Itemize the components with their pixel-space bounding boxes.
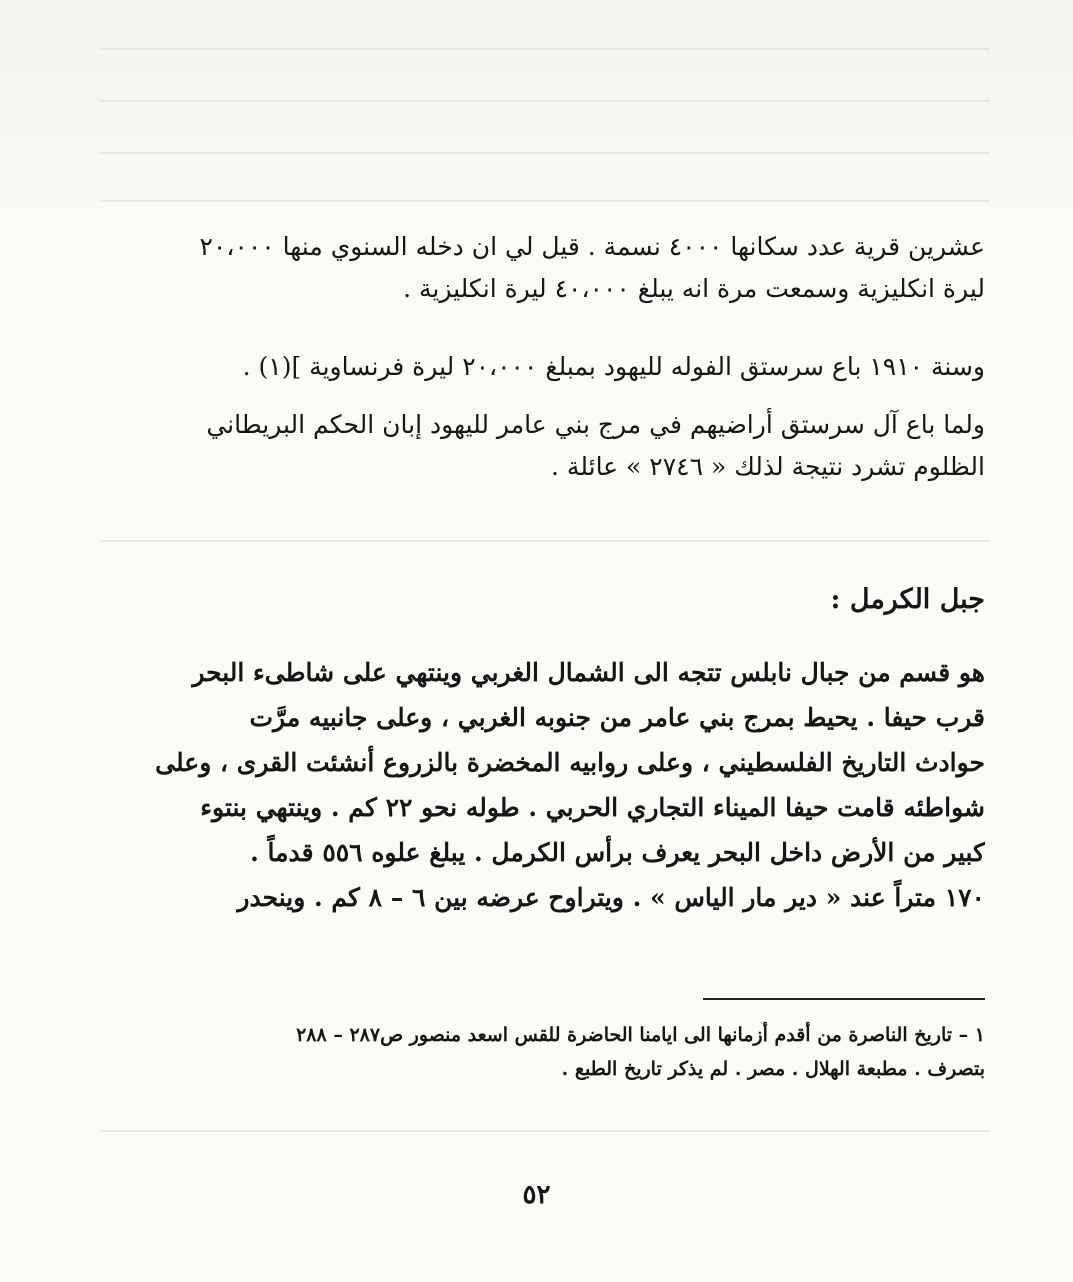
bleed-through-line — [100, 48, 990, 50]
footnote-line: ١ – تاريخ الناصرة من أقدم أزمانها الى ايامنا الحاضرة للقس اسعد منصور ص٢٨٧ – ٢٨٨ — [296, 1024, 985, 1046]
text-line: الظلوم تشرد نتيجة لذلك « ٢٧٤٦ » عائلة . — [551, 452, 985, 481]
text-line: شواطئه قامت حيفا الميناء التجاري الحربي . طوله نحو ٢٢ كم . وينتهي بنتوء — [200, 793, 985, 822]
text-line: حوادث التاريخ الفلسطيني ، وعلى روابيه المخضرة بالزروع أنشئت القرى ، وعلى — [155, 748, 985, 777]
bleed-through-line — [100, 1130, 990, 1132]
text-line: ولما باع آل سرستق أراضيهم في مرج بني عامر لليهود إبان الحكم البريطاني — [206, 410, 985, 439]
text-line: كبير من الأرض داخل البحر يعرف برأس الكرمل . يبلغ علوه ٥٥٦ قدماً . — [250, 838, 985, 867]
footnote-line: بتصرف . مطبعة الهلال . مصر . لم يذكر تاريخ الطبع . — [561, 1058, 985, 1080]
bleed-through-line — [100, 200, 990, 202]
paragraph-carmel-description — [80, 650, 985, 920]
text-line: ١٧٠ متراً عند « دير مار الياس » . ويتراوح عرضه بين ٦ – ٨ كم . وينحدر — [237, 883, 985, 912]
paragraph-villages-income — [80, 226, 985, 310]
footnote-divider — [703, 998, 985, 1000]
text-line: وسنة ١٩١٠ باع سرستق الفوله لليهود بمبلغ ٢٠،٠٠٠ ليرة فرنساوية ](١) . — [242, 352, 985, 381]
text-line: هو قسم من جبال نابلس تتجه الى الشمال الغربي وينتهي على شاطىء البحر — [192, 658, 985, 687]
section-heading: جبل الكرمل : — [830, 584, 985, 615]
paragraph-sursock-sale — [80, 404, 985, 488]
bleed-through-line — [100, 540, 990, 542]
paragraph-sale-1910 — [80, 346, 985, 388]
text-line: قرب حيفا . يحيط بمرج بني عامر من جنوبه الغربي ، وعلى جانبيه مرَّت — [249, 703, 985, 732]
bleed-through-line — [100, 152, 990, 154]
footnote — [80, 1018, 985, 1086]
text-line: ليرة انكليزية وسمعت مرة انه يبلغ ٤٠،٠٠٠ ليرة انكليزية . — [403, 274, 985, 303]
bleed-through-line — [100, 100, 990, 102]
page-number: ٥٢ — [522, 1180, 551, 1210]
text-line: عشرين قرية عدد سكانها ٤٠٠٠ نسمة . قيل لي ان دخله السنوي منها ٢٠،٠٠٠ — [199, 232, 985, 261]
